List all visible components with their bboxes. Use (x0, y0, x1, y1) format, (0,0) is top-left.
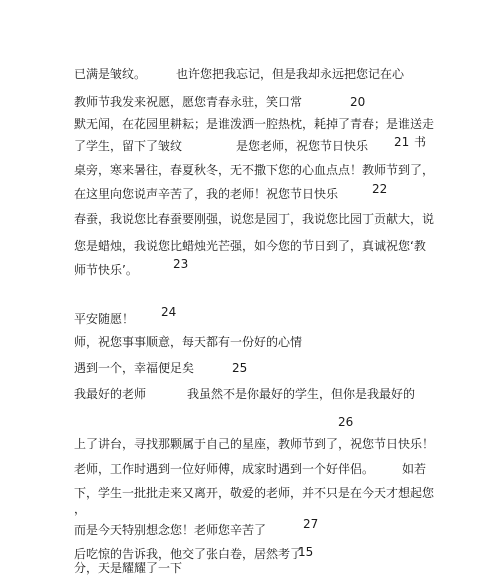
page-number: 26 (338, 415, 354, 429)
page-number: 24 (161, 305, 177, 319)
text-line: 在这里向您说声辛苦了，我的老师！祝您节日快乐 (74, 187, 339, 201)
text-line: 桌旁，寒来暑往，春夏秋冬，无不撒下您的心血点点！教师节到了， (74, 163, 435, 177)
text-line: ， (74, 502, 87, 516)
text-line: 平安随愿！ (74, 312, 135, 326)
page-number: 25 (232, 361, 248, 375)
text-line: 下，学生一批批走来又离开，敬爱的老师，并不只是在今天才想起您 (74, 486, 435, 500)
text-line: 我最好的老师 (74, 387, 147, 401)
text-line: 如若 (402, 462, 427, 476)
text-line: 师，祝您事事顺意，每天都有一份好的心情 (74, 335, 303, 349)
text-line: 是您老师，祝您节日快乐 (236, 139, 369, 153)
page-number: 23 (173, 257, 189, 271)
text-line: 书 (414, 135, 427, 149)
page-number: 22 (372, 182, 388, 196)
text-line: 上了讲台，寻找那颗属于自己的星座，教师节到了，祝您节日快乐！ (74, 437, 435, 451)
text-line: 了学生，留下了皱纹 (74, 139, 183, 153)
text-line: 教师节我发来祝愿，愿您青春永驻，笑口常 (74, 95, 303, 109)
text-line: 老师，工作时遇到一位好师傅，成家时遇到一个好伴侣。 (74, 462, 375, 476)
text-line: 我虽然不是你最好的学生，但你是我最好的 (187, 387, 416, 401)
page-number: 21 (394, 135, 410, 149)
text-line: 后吃惊的告诉我，他交了张白卷，居然考了 (74, 547, 303, 561)
page-number: 20 (350, 95, 366, 109)
page-number: 15 (298, 545, 314, 559)
text-line: 已满是皱纹。 (74, 67, 147, 81)
text-line: 遇到一个，幸福便足矣 (74, 361, 195, 375)
text-line: 师节快乐’。 (74, 263, 138, 277)
text-line: 而是今天特别想念您！老师您辛苦了 (74, 523, 267, 537)
text-line: 分，天是耀耀了一下 (74, 561, 183, 575)
text-line: 默无闻，在花园里耕耘；是谁泼洒一腔热枕，耗掉了青春；是谁送走 (74, 117, 435, 131)
page-number: 27 (303, 517, 319, 531)
text-line: 您是蜡烛，我说您比蜡烛光芒强，如今您的节日到了，真诚祝您‘教 (74, 239, 426, 253)
text-line: 也许您把我忘记，但是我却永远把您记在心 (176, 67, 405, 81)
text-line: 春蚕，我说您比春蚕要刚强，说您是园丁，我说您比园丁贡献大，说 (74, 212, 435, 226)
